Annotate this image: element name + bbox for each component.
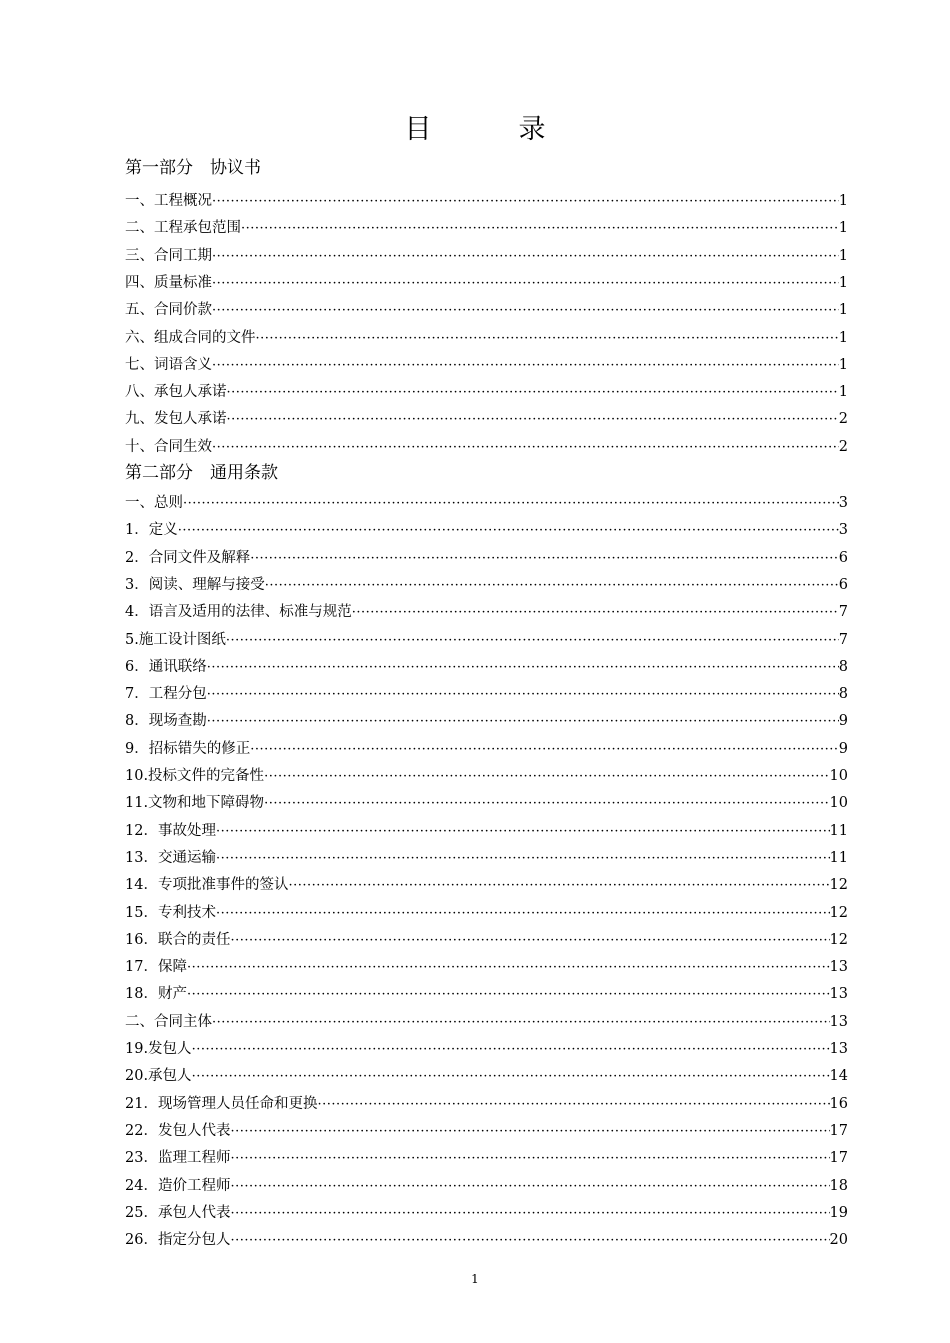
toc-entry-page: 6	[838, 549, 848, 566]
toc-entry[interactable]	[125, 408, 848, 430]
toc-entry[interactable]	[125, 765, 848, 787]
toc-leader-dots	[264, 766, 829, 788]
toc-entry-page: 12	[829, 904, 848, 921]
toc-entry-page: 12	[829, 931, 848, 948]
toc-leader-dots	[227, 382, 839, 404]
toc-entry-page: 1	[838, 384, 848, 401]
toc-entry-label: 15．专利技术	[125, 904, 216, 921]
toc-entry[interactable]	[125, 492, 848, 514]
toc-leader-dots	[317, 1094, 829, 1116]
toc-leader-dots	[230, 1203, 829, 1225]
toc-entry-page: 9	[838, 713, 848, 730]
toc-entry-label: 一、工程概况	[125, 193, 212, 209]
toc-leader-dots	[250, 548, 839, 570]
toc-leader-dots	[230, 930, 829, 952]
toc-entry-label: 21．现场管理人员任命和更换	[125, 1095, 318, 1112]
toc-entry-page: 1	[838, 274, 848, 291]
toc-leader-dots	[216, 903, 830, 925]
toc-leader-dots	[264, 793, 829, 815]
toc-entry-label: 13．交通运输	[125, 849, 216, 866]
toc-entry-page: 19	[829, 1204, 848, 1221]
toc-entry-label: 七、词语含义	[125, 356, 212, 373]
toc-entry-page: 9	[838, 740, 848, 757]
toc-leader-dots	[265, 575, 839, 597]
toc-entry-label: 17．保障	[125, 959, 187, 976]
toc-leader-dots	[212, 355, 839, 377]
toc-entry[interactable]	[125, 519, 848, 541]
toc-entry-label: 12．事故处理	[125, 822, 216, 839]
toc-entry-page: 1	[838, 302, 848, 319]
toc-entry[interactable]	[125, 601, 848, 623]
toc-leader-dots	[230, 1230, 829, 1252]
toc-entry-page: 10	[829, 795, 848, 812]
toc-entry-page: 7	[838, 631, 848, 648]
toc-entry[interactable]	[125, 929, 848, 951]
toc-entry[interactable]	[125, 738, 848, 760]
toc-entry[interactable]	[125, 327, 848, 349]
toc-entry-label: 六、组成合同的文件	[125, 329, 256, 346]
toc-entry[interactable]	[125, 1011, 848, 1033]
toc-entry[interactable]	[125, 299, 848, 321]
toc-entry[interactable]	[125, 710, 848, 732]
toc-entry[interactable]	[125, 381, 848, 403]
toc-entry[interactable]	[125, 1093, 848, 1115]
toc-entry-page: 2	[838, 438, 848, 455]
toc-entry[interactable]	[125, 217, 848, 239]
toc-entry-page: 20	[829, 1232, 848, 1249]
toc-entry[interactable]	[125, 1147, 848, 1169]
toc-entry-page: 1	[838, 329, 848, 346]
toc-entry[interactable]	[125, 902, 848, 924]
toc-leader-dots	[192, 1039, 830, 1061]
toc-entry[interactable]	[125, 1175, 848, 1197]
toc-entry-label: 5.施工设计图纸	[125, 631, 226, 648]
toc-leader-dots	[256, 328, 839, 350]
toc-leader-dots	[212, 1012, 830, 1034]
toc-entry-label: 25．承包人代表	[125, 1204, 231, 1221]
toc-entry-label: 23．监理工程师	[125, 1150, 231, 1167]
toc-entry-label: 26．指定分包人	[125, 1232, 231, 1249]
toc-leader-dots	[192, 1066, 830, 1088]
toc-entry-label: 1．定义	[125, 522, 178, 539]
toc-entry-page: 18	[829, 1177, 848, 1194]
toc-entry[interactable]	[125, 272, 848, 294]
toc-leader-dots	[288, 875, 829, 897]
toc-entry[interactable]	[125, 436, 848, 458]
toc-leader-dots	[178, 520, 839, 542]
toc-entry-page: 1	[838, 247, 848, 264]
toc-leader-dots	[207, 711, 839, 733]
toc-entry-page: 8	[838, 658, 848, 675]
toc-entry-label: 22．发包人代表	[125, 1122, 231, 1139]
part2-heading: 第二部分 通用条款	[125, 463, 278, 483]
toc-entry[interactable]	[125, 656, 848, 678]
toc-leader-dots	[226, 630, 839, 652]
toc-leader-dots	[207, 684, 839, 706]
toc-leader-dots	[216, 821, 830, 843]
toc-entry-page: 16	[829, 1095, 848, 1112]
toc-entry-page: 11	[829, 849, 848, 866]
toc-entry-page: 1	[838, 220, 848, 237]
toc-entry-page: 1	[838, 356, 848, 373]
toc-entry-label: 九、发包人承诺	[125, 411, 227, 428]
toc-entry-label: 16．联合的责任	[125, 931, 231, 948]
toc-leader-dots	[230, 1121, 829, 1143]
page-number: 1	[471, 1272, 479, 1286]
toc-entry-page: 17	[829, 1122, 848, 1139]
toc-entry[interactable]	[125, 1120, 848, 1142]
toc-entry-label: 一、总则	[125, 495, 183, 511]
toc-entry-page: 13	[829, 959, 848, 976]
toc-entry-label: 6．通讯联络	[125, 658, 207, 675]
toc-leader-dots	[207, 657, 839, 679]
toc-leader-dots	[212, 437, 839, 459]
toc-entry-label: 9．招标错失的修正	[125, 740, 251, 757]
toc-entry-page: 12	[829, 877, 848, 894]
toc-leader-dots	[230, 1148, 829, 1170]
toc-entry-label: 7．工程分包	[125, 686, 207, 703]
toc-entry[interactable]	[125, 820, 848, 842]
toc-entry-page: 3	[838, 522, 848, 539]
toc-entry[interactable]	[125, 847, 848, 869]
toc-entry[interactable]	[125, 1065, 848, 1087]
toc-entry-label: 五、合同价款	[125, 302, 212, 319]
toc-entry-label: 18．财产	[125, 986, 187, 1003]
toc-entry-page: 1	[838, 193, 848, 209]
toc-entry[interactable]	[125, 1229, 848, 1251]
toc-entry-page: 3	[838, 495, 848, 511]
toc-entry-label: 19.发包人	[125, 1041, 192, 1057]
toc-entry[interactable]	[125, 874, 848, 896]
toc-entry-page: 10	[829, 768, 848, 784]
toc-entry[interactable]	[125, 574, 848, 596]
toc-leader-dots	[241, 218, 839, 240]
toc-entry[interactable]	[125, 190, 848, 212]
toc-entry[interactable]	[125, 683, 848, 705]
part1-heading: 第一部分 协议书	[125, 158, 261, 178]
toc-entry-label: 14．专项批准事件的签认	[125, 877, 289, 894]
toc-entry-label: 11.文物和地下障碍物	[125, 795, 265, 812]
toc-entry-label: 十、合同生效	[125, 438, 212, 455]
toc-leader-dots	[187, 984, 830, 1006]
toc-entry[interactable]	[125, 245, 848, 267]
toc-leader-dots	[227, 409, 839, 431]
toc-entry-page: 13	[829, 1013, 848, 1030]
toc-leader-dots	[352, 602, 839, 624]
toc-leader-dots	[212, 246, 839, 268]
toc-entry-label: 四、质量标准	[125, 274, 212, 291]
toc-entry-page: 11	[829, 822, 848, 839]
toc-leader-dots	[212, 300, 839, 322]
toc-leader-dots	[212, 191, 839, 213]
toc-entry[interactable]	[125, 1038, 848, 1060]
toc-entry[interactable]	[125, 792, 848, 814]
toc-entry[interactable]	[125, 1202, 848, 1224]
toc-entry-page: 14	[829, 1068, 848, 1085]
toc-entry-label: 8．现场查勘	[125, 713, 207, 730]
toc-entry-label: 24．造价工程师	[125, 1177, 231, 1194]
toc-leader-dots	[250, 739, 839, 761]
toc-entry-page: 2	[838, 411, 848, 428]
toc-leader-dots	[230, 1176, 829, 1198]
toc-entry-label: 二、工程承包范围	[125, 220, 241, 237]
toc-entry-label: 2．合同文件及解释	[125, 549, 251, 566]
toc-entry[interactable]	[125, 547, 848, 569]
toc-entry[interactable]	[125, 629, 848, 651]
toc-entry[interactable]	[125, 956, 848, 978]
toc-entry-label: 八、承包人承诺	[125, 384, 227, 401]
toc-leader-dots	[216, 848, 830, 870]
toc-entry-label: 3．阅读、理解与接受	[125, 576, 265, 593]
toc-entry-label: 二、合同主体	[125, 1013, 212, 1030]
toc-entry-page: 6	[838, 576, 848, 593]
toc-entry-label: 20.承包人	[125, 1068, 192, 1085]
toc-leader-dots	[212, 273, 839, 295]
toc-leader-dots	[183, 493, 839, 515]
toc-entry[interactable]	[125, 354, 848, 376]
toc-entry-page: 8	[838, 686, 848, 703]
toc-leader-dots	[187, 957, 830, 979]
toc-entry-page: 13	[829, 986, 848, 1003]
toc-entry-label: 10.投标文件的完备性	[125, 768, 265, 784]
toc-entry-page: 13	[829, 1041, 848, 1057]
toc-entry-page: 17	[829, 1150, 848, 1167]
toc-entry-label: 三、合同工期	[125, 247, 212, 264]
toc-entry[interactable]	[125, 983, 848, 1005]
toc-entry-page: 7	[838, 604, 848, 621]
toc-entry-label: 4．语言及适用的法律、标准与规范	[125, 604, 352, 621]
page-title: 目 录	[404, 114, 576, 145]
